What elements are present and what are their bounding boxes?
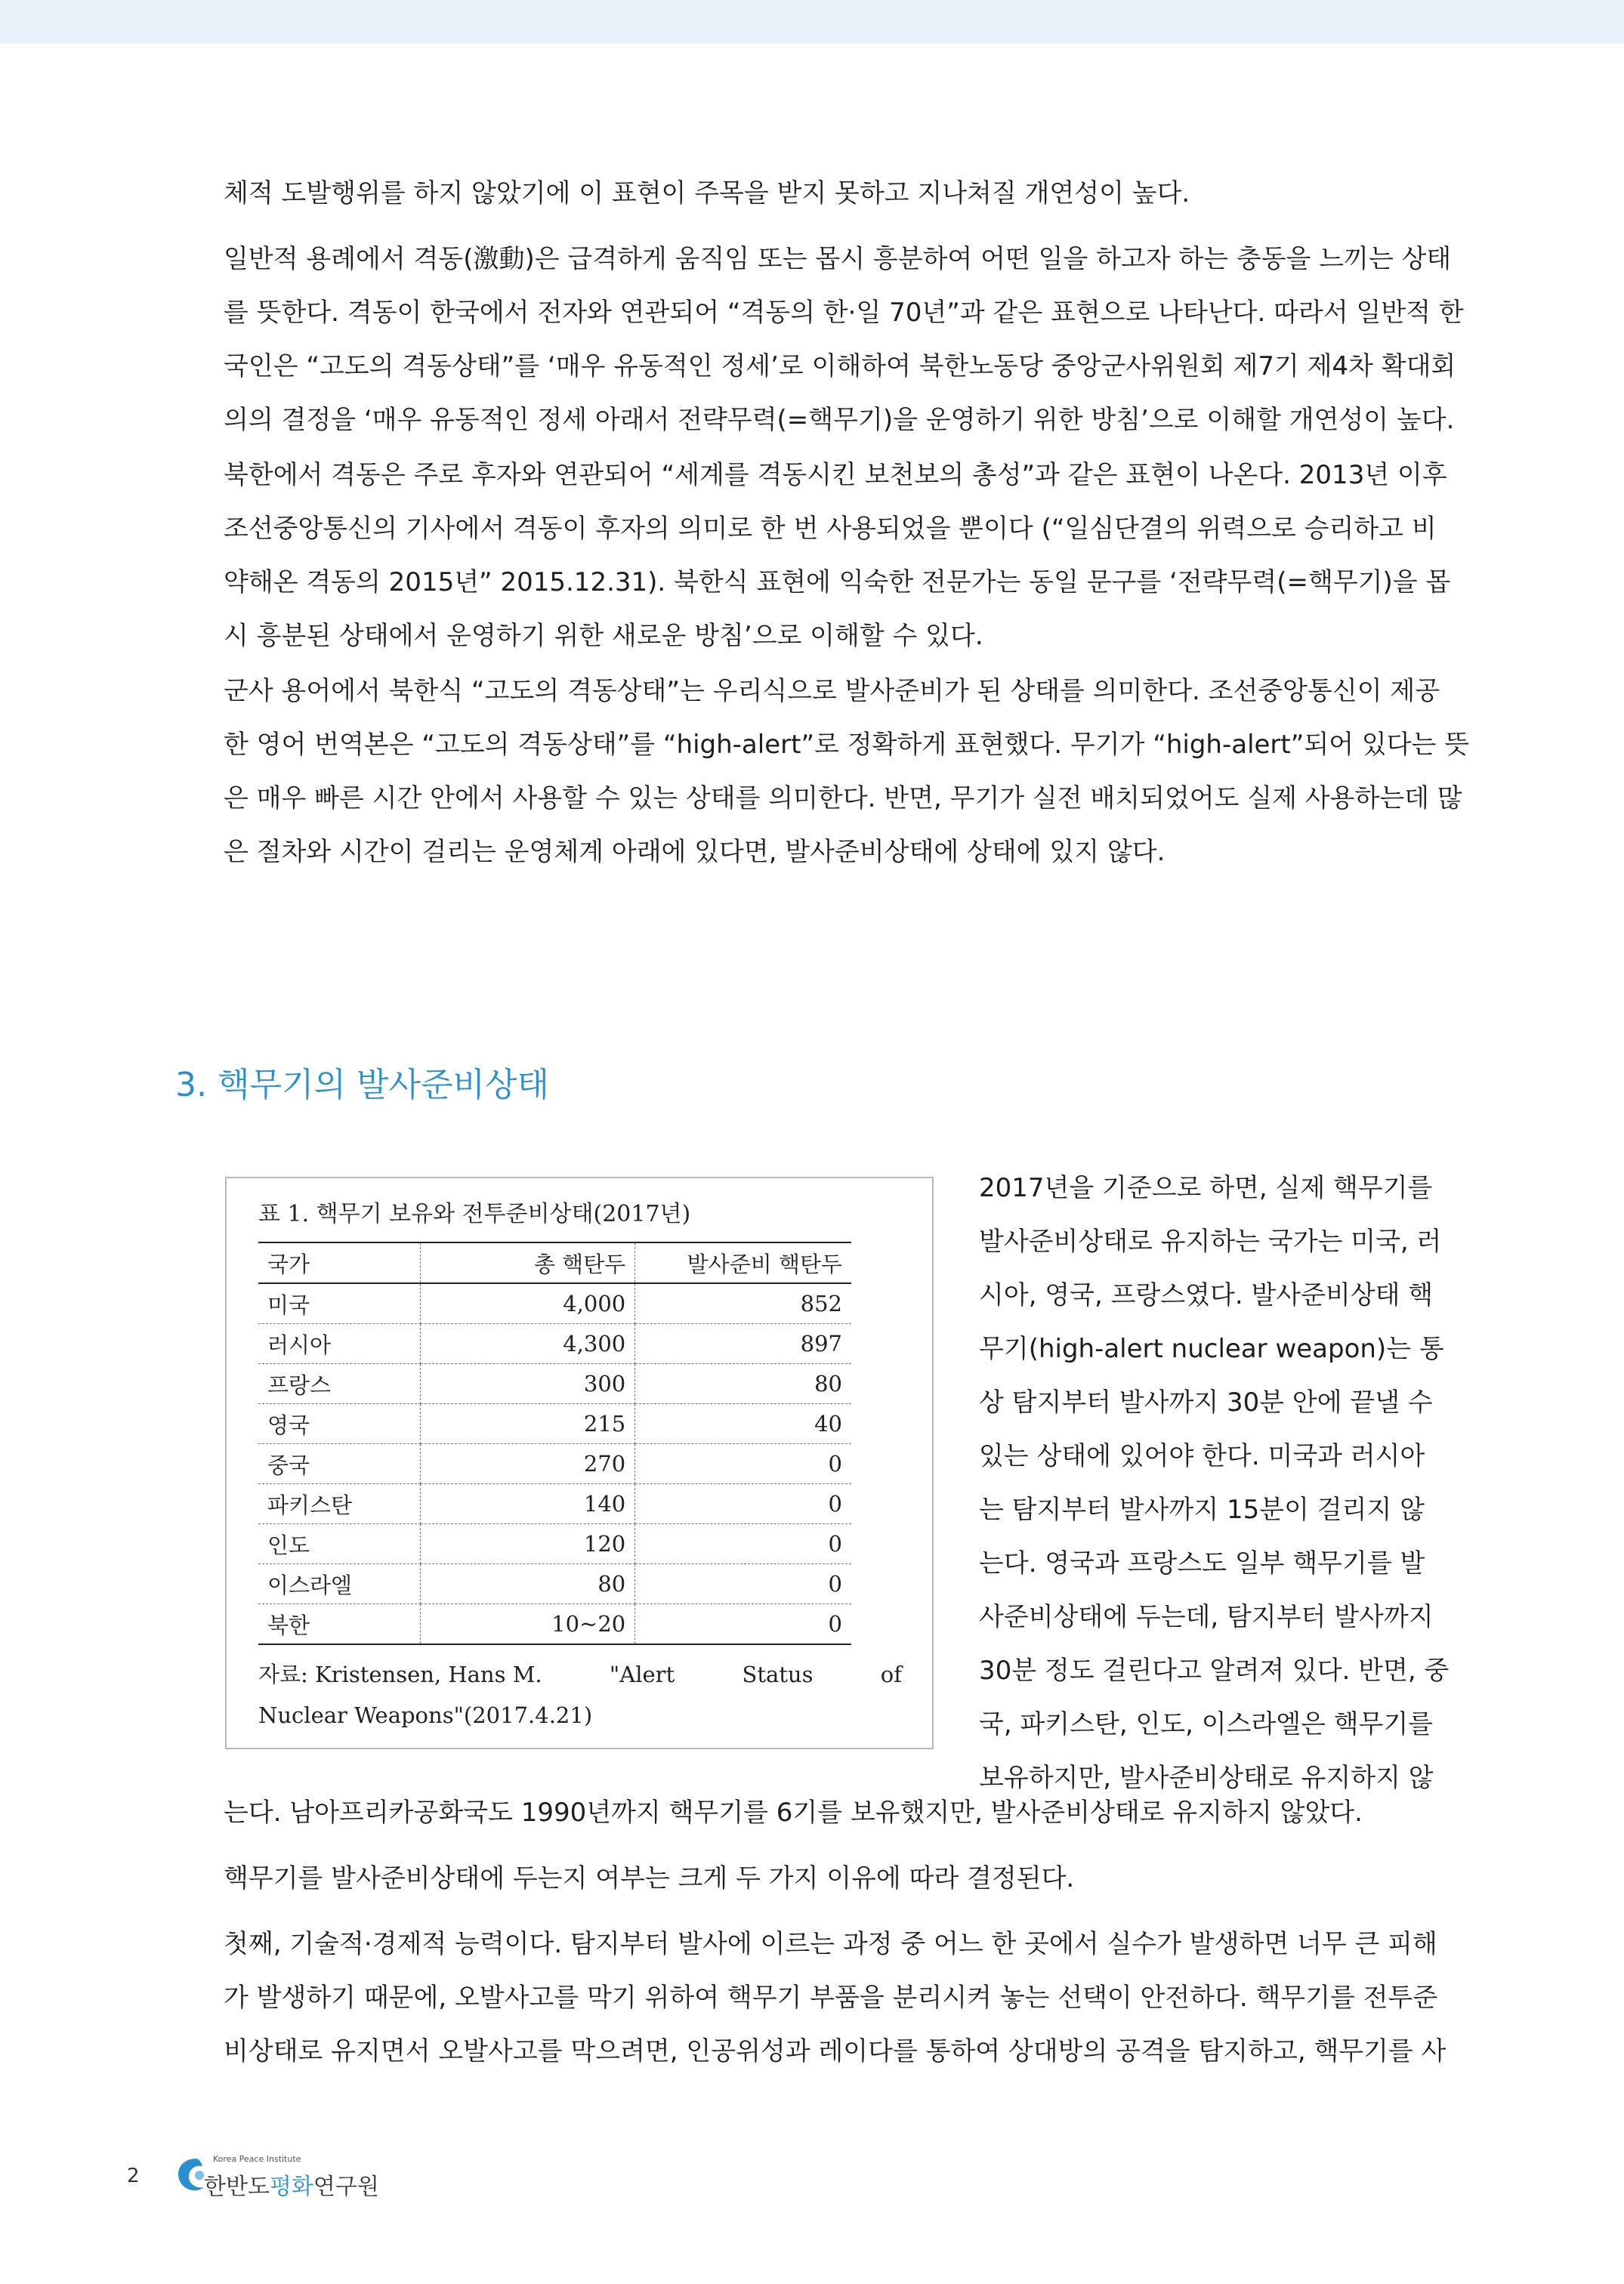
- text-line: 상 탐지부터 발사까지 30분 안에 끝낼 수: [979, 1387, 1433, 1418]
- country-cell: 영국: [258, 1404, 420, 1444]
- text-line: 조선중앙통신의 기사에서 격동이 후자의 의미로 한 번 사용되었을 뿐이다 (“일심단결의 위력으로 승리하고 비: [224, 514, 1437, 544]
- total-cell: 80: [420, 1564, 635, 1604]
- text-line: 체적 도발행위를 하지 않았기에 이 표현이 주목을 받지 못하고 지나쳐질 개연성이 높다.: [224, 178, 1190, 208]
- total-cell: 4,300: [420, 1324, 635, 1364]
- total-cell: 300: [420, 1364, 635, 1404]
- table-row: [258, 1524, 851, 1564]
- logo-text-part: 연구원: [313, 2174, 379, 2200]
- table-row: [258, 1564, 851, 1604]
- body-paragraph: [224, 665, 1470, 879]
- source-text: Status: [742, 1662, 814, 1687]
- alert-cell: 0: [635, 1484, 851, 1524]
- alert-cell: 40: [635, 1404, 851, 1444]
- total-cell: 120: [420, 1524, 635, 1564]
- text-line: 한 영어 번역본은 “고도의 격동상태”를 “high-alert”로 정확하게 표현했다. 무기가 “high-alert”되어 있다는 뜻: [224, 730, 1470, 760]
- text-line: 핵무기를 발사준비상태에 두는지 여부는 크게 두 가지 이유에 따라 결정된다.: [224, 1863, 1075, 1894]
- text-line: 은 절차와 시간이 걸리는 운영체계 아래에 있다면, 발사준비상태에 상태에 있지 않다.: [224, 837, 1166, 867]
- text-line: 사준비상태에 두는데, 탐지부터 발사까지: [979, 1602, 1434, 1632]
- alert-cell: 852: [635, 1283, 851, 1324]
- text-line: 30분 정도 걸린다고 알려져 있다. 반면, 중: [979, 1656, 1450, 1686]
- table-row: [258, 1404, 851, 1444]
- body-paragraph: [224, 233, 1464, 447]
- alert-cell: 897: [635, 1324, 851, 1364]
- country-cell: 인도: [258, 1524, 420, 1564]
- alert-cell: 0: [635, 1524, 851, 1564]
- table-row: [258, 1283, 851, 1324]
- section-title: 3. 핵무기의 발사준비상태: [175, 1066, 549, 1104]
- source-line: Nuclear Weapons"(2017.4.21): [258, 1702, 593, 1728]
- page-number: 2: [127, 2165, 140, 2187]
- body-paragraph: [224, 167, 1444, 221]
- text-line: 시 흥분된 상태에서 운영하기 위한 새로운 방침’으로 이해할 수 있다.: [224, 621, 983, 651]
- warhead-table: [258, 1242, 851, 1645]
- country-cell: 미국: [258, 1283, 420, 1324]
- column-header: 국가: [258, 1242, 420, 1283]
- text-line: 는다. 남아프리카공화국도 1990년까지 핵무기를 6기를 보유했지만, 발사준비상태로 유지하지 않았다.: [224, 1798, 1363, 1828]
- text-line: 은 매우 빠른 시간 안에서 사용할 수 있는 상태를 의미한다. 반면, 무기가 실전 배치되었어도 실제 사용하는데 많: [224, 783, 1462, 813]
- country-cell: 프랑스: [258, 1364, 420, 1404]
- body-paragraph: [224, 1786, 1444, 1840]
- total-cell: 10~20: [420, 1604, 635, 1645]
- text-line: 일반적 용례에서 격동(激動)은 급격하게 움직임 또는 몹시 흥분하여 어떤 일을 하고자 하는 충동을 느끼는 상태: [224, 244, 1452, 274]
- column-header: 발사준비 핵탄두: [635, 1242, 851, 1283]
- total-cell: 4,000: [420, 1283, 635, 1324]
- text-line: 국, 파키스탄, 인도, 이스라엘은 핵무기를: [979, 1709, 1434, 1739]
- text-line: 발사준비상태로 유지하는 국가는 미국, 러: [979, 1227, 1442, 1257]
- table-row: [258, 1604, 851, 1645]
- logo-text: [204, 2168, 379, 2201]
- alert-cell: 0: [635, 1444, 851, 1484]
- country-cell: 북한: [258, 1604, 420, 1645]
- source-text: "Alert: [609, 1662, 675, 1687]
- source-text: of: [880, 1662, 902, 1687]
- country-cell: 파키스탄: [258, 1484, 420, 1524]
- text-line: 무기(high-alert nuclear weapon)는 통: [979, 1334, 1444, 1364]
- table-source: [258, 1654, 902, 1736]
- text-line: 는다. 영국과 프랑스도 일부 핵무기를 발: [979, 1548, 1425, 1579]
- logo-text-accent: 평화: [269, 2174, 313, 2200]
- table-caption: 표 1. 핵무기 보유와 전투준비상태(2017년): [258, 1201, 691, 1227]
- total-cell: 140: [420, 1484, 635, 1524]
- country-cell: 중국: [258, 1444, 420, 1484]
- table-row: [258, 1444, 851, 1484]
- text-line: 2017년을 기준으로 하면, 실제 핵무기를: [979, 1173, 1433, 1203]
- text-line: 북한에서 격동은 주로 후자와 연관되어 “세계를 격동시킨 보천보의 총성”과 같은 표현이 나온다. 2013년 이후: [224, 460, 1447, 490]
- text-line: 를 뜻한다. 격동이 한국에서 전자와 연관되어 “격동의 한·일 70년”과 같은 표현으로 나타난다. 따라서 일반적 한: [224, 298, 1464, 328]
- alert-cell: 80: [635, 1364, 851, 1404]
- table-header-row: [258, 1242, 851, 1283]
- text-line: 비상태로 유지면서 오발사고를 막으려면, 인공위성과 레이다를 통하여 상대방의 공격을 탐지하고, 핵무기를 사: [224, 2036, 1446, 2066]
- table-row: [258, 1484, 851, 1524]
- text-line: 시아, 영국, 프랑스였다. 발사준비상태 핵: [979, 1280, 1434, 1310]
- source-text: 자료: Kristensen, Hans M.: [258, 1662, 542, 1687]
- logo-english-text: Korea Peace Institute: [213, 2154, 301, 2164]
- top-band: [0, 0, 1624, 44]
- text-line: 가 발생하기 때문에, 오발사고를 막기 위하여 핵무기 부품을 분리시켜 놓는 선택이 안전하다. 핵무기를 전투준: [224, 1983, 1438, 2013]
- text-line: 군사 용어에서 북한식 “고도의 격동상태”는 우리식으로 발사준비가 된 상태를 의미한다. 조선중앙통신이 제공: [224, 676, 1440, 706]
- text-line: 는 탐지부터 발사까지 15분이 걸리지 않: [979, 1495, 1425, 1525]
- side-paragraph: [979, 1162, 1450, 1805]
- alert-cell: 0: [635, 1564, 851, 1604]
- body-paragraph: [224, 1852, 1444, 1906]
- source-line: [258, 1654, 902, 1695]
- country-cell: 이스라엘: [258, 1564, 420, 1604]
- text-line: 의의 결정을 ‘매우 유동적인 정세 아래서 전략무력(=핵무기)을 운영하기 위한 방침’으로 이해할 개연성이 높다.: [224, 405, 1455, 435]
- column-header: 총 핵탄두: [420, 1242, 635, 1283]
- table-figure: [225, 1177, 934, 1749]
- logo-text-part: 한반도: [204, 2174, 270, 2200]
- total-cell: 215: [420, 1404, 635, 1444]
- total-cell: 270: [420, 1444, 635, 1484]
- body-paragraph: [224, 449, 1451, 663]
- text-line: 보유하지만, 발사준비상태로 유지하지 않: [979, 1763, 1434, 1793]
- table-row: [258, 1324, 851, 1364]
- text-line: 첫째, 기술적·경제적 능력이다. 탐지부터 발사에 이르는 과정 중 어느 한 곳에서 실수가 발생하면 너무 큰 피해: [224, 1929, 1437, 1959]
- alert-cell: 0: [635, 1604, 851, 1645]
- table-row: [258, 1364, 851, 1404]
- country-cell: 러시아: [258, 1324, 420, 1364]
- text-line: 약해온 격동의 2015년” 2015.12.31). 북한식 표현에 익숙한 전문가는 동일 문구를 ‘전략무력(=핵무기)을 몹: [224, 567, 1451, 597]
- text-line: 있는 상태에 있어야 한다. 미국과 러시아: [979, 1441, 1425, 1471]
- body-paragraph: [224, 1918, 1444, 2079]
- text-line: 국인은 “고도의 격동상태”를 ‘매우 유동적인 정세’로 이해하여 북한노동당 중앙군사위원회 제7기 제4차 확대회: [224, 351, 1456, 381]
